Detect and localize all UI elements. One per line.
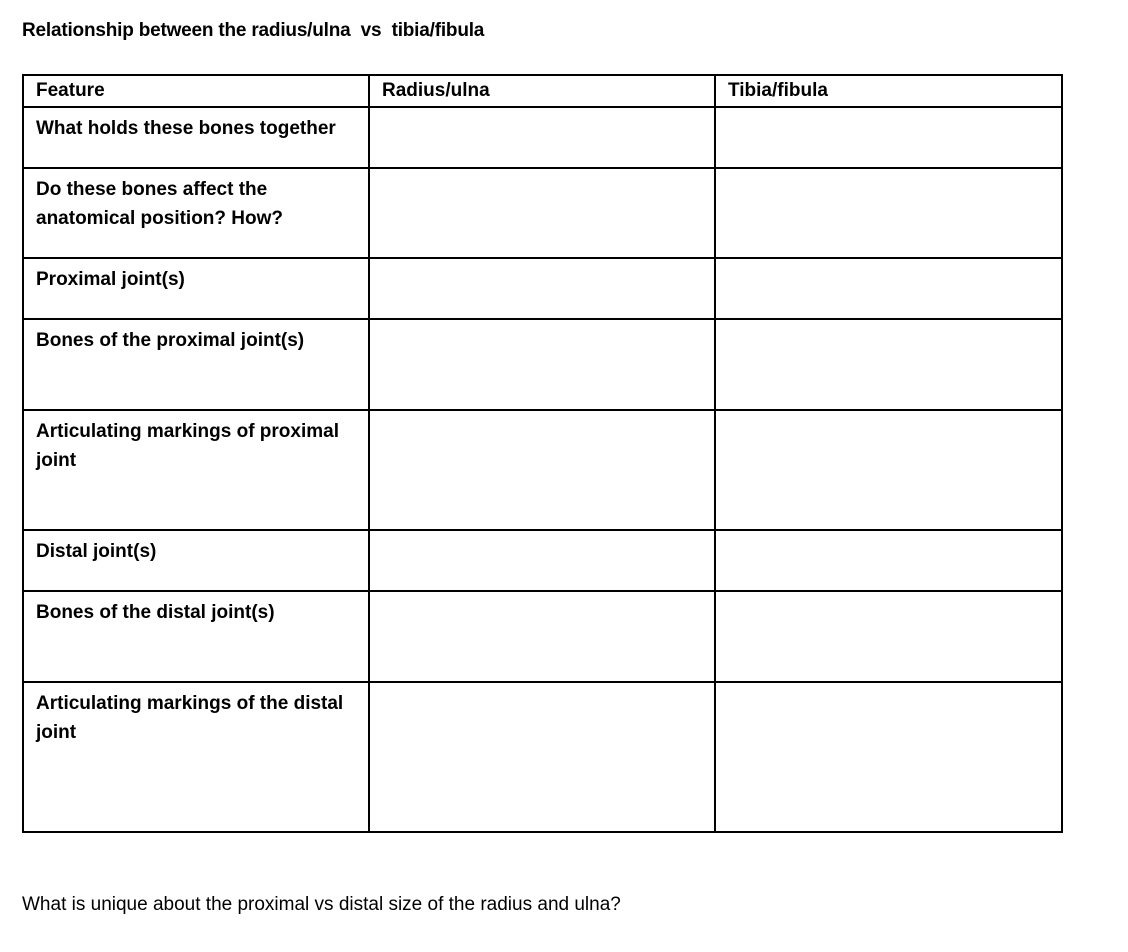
radius-ulna-answer-cell[interactable]	[369, 410, 715, 530]
tibia-fibula-answer-cell[interactable]	[715, 591, 1062, 682]
question-text: What is unique about the proximal vs distal size of the radius and ulna?	[22, 894, 621, 915]
tibia-fibula-answer-cell[interactable]	[715, 530, 1062, 591]
column-header-tibia-fibula: Tibia/fibula	[715, 75, 1062, 107]
table-row	[23, 410, 1062, 530]
table-row	[23, 530, 1062, 591]
tibia-fibula-answer-cell[interactable]	[715, 682, 1062, 832]
radius-ulna-answer-cell[interactable]	[369, 530, 715, 591]
table-row	[23, 591, 1062, 682]
feature-cell: Distal joint(s)	[23, 530, 369, 591]
tibia-fibula-answer-cell[interactable]	[715, 258, 1062, 319]
tibia-fibula-answer-cell[interactable]	[715, 107, 1062, 168]
column-header-radius-ulna: Radius/ulna	[369, 75, 715, 107]
feature-cell: Do these bones affect the anatomical position? How?	[23, 168, 369, 258]
radius-ulna-answer-cell[interactable]	[369, 258, 715, 319]
table-row	[23, 107, 1062, 168]
radius-ulna-answer-cell[interactable]	[369, 682, 715, 832]
feature-cell: Proximal joint(s)	[23, 258, 369, 319]
page-title: Relationship between the radius/ulna vs tibia/fibula	[22, 20, 485, 41]
table-row	[23, 682, 1062, 832]
table-row	[23, 319, 1062, 410]
comparison-table	[22, 74, 1063, 833]
feature-cell: Articulating markings of proximal joint	[23, 410, 369, 530]
radius-ulna-answer-cell[interactable]	[369, 319, 715, 410]
feature-cell: What holds these bones together	[23, 107, 369, 168]
table-row	[23, 258, 1062, 319]
feature-cell: Bones of the proximal joint(s)	[23, 319, 369, 410]
feature-cell: Bones of the distal joint(s)	[23, 591, 369, 682]
radius-ulna-answer-cell[interactable]	[369, 591, 715, 682]
radius-ulna-answer-cell[interactable]	[369, 168, 715, 258]
table-header-row	[23, 75, 1062, 107]
tibia-fibula-answer-cell[interactable]	[715, 319, 1062, 410]
table-row	[23, 168, 1062, 258]
radius-ulna-answer-cell[interactable]	[369, 107, 715, 168]
column-header-feature: Feature	[23, 75, 369, 107]
tibia-fibula-answer-cell[interactable]	[715, 410, 1062, 530]
feature-cell: Articulating markings of the distal joint	[23, 682, 369, 832]
tibia-fibula-answer-cell[interactable]	[715, 168, 1062, 258]
